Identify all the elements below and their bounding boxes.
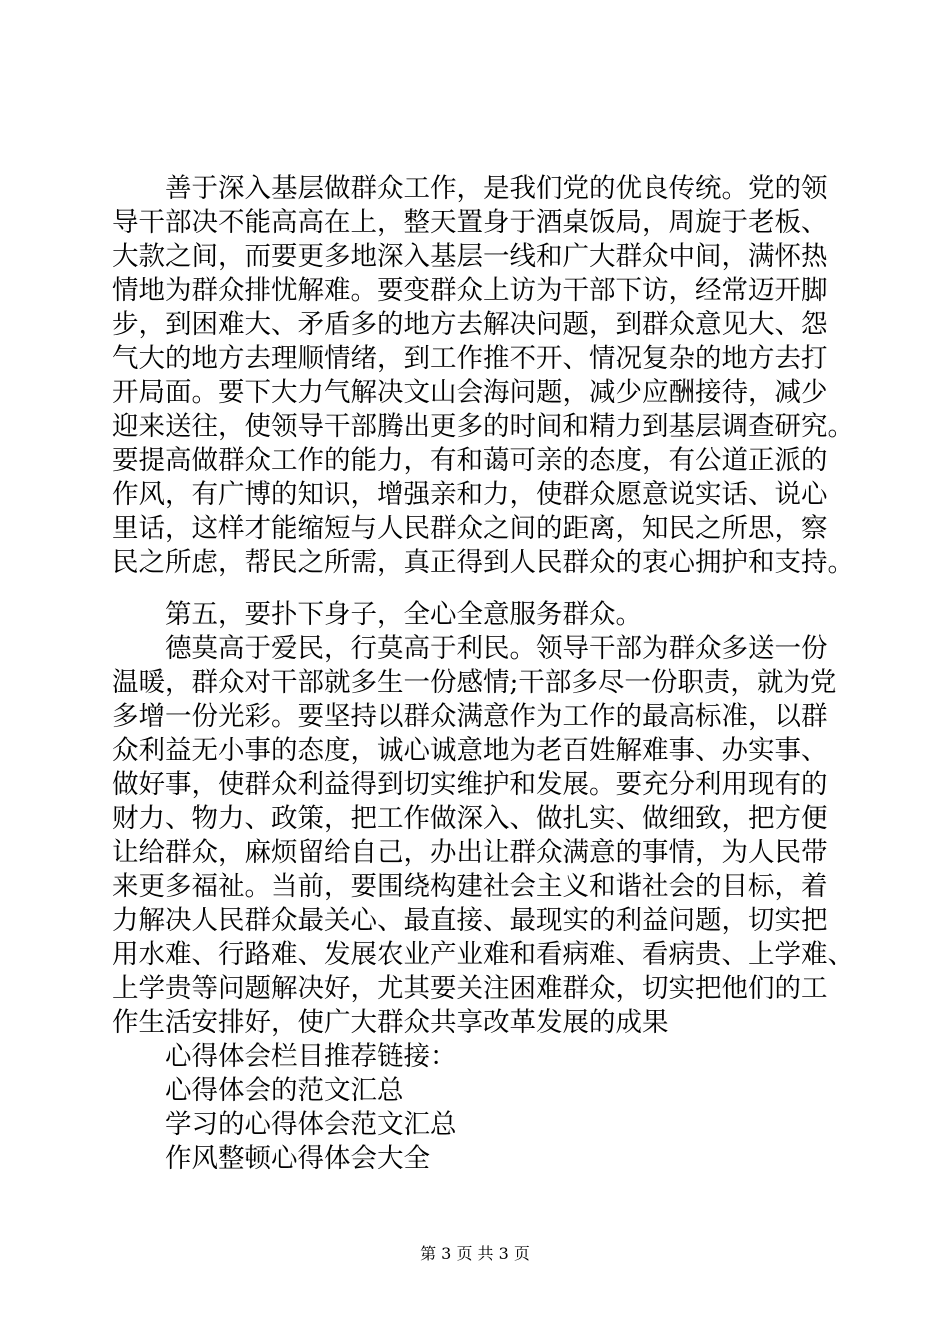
text-line: 迎来送往，使领导干部腾出更多的时间和精力到基层调查研究。 bbox=[112, 411, 854, 442]
text-line: 德莫高于爱民，行莫高于利民。领导干部为群众多送一份 bbox=[112, 633, 828, 664]
text-line: 作生活安排好，使广大群众共享改革发展的成果 bbox=[112, 1007, 669, 1038]
text-line: 多增一份光彩。要坚持以群众满意作为工作的最高标准，以群 bbox=[112, 701, 828, 732]
text-line: 气大的地方去理顺情绪，到工作推不开、情况复杂的地方去打 bbox=[112, 343, 828, 374]
text-line: 民之所虑，帮民之所需，真正得到人民群众的衷心拥护和支持。 bbox=[112, 547, 854, 578]
text-line: 做好事，使群众利益得到切实维护和发展。要充分利用现有的 bbox=[112, 769, 828, 800]
recommended-link[interactable]: 心得体会的范文汇总 bbox=[112, 1075, 404, 1106]
text-line: 温暖，群众对干部就多生一份感情;干部多尽一份职责，就为党 bbox=[112, 667, 837, 698]
text-line: 步，到困难大、矛盾多的地方去解决问题，到群众意见大、怨 bbox=[112, 309, 828, 340]
text-line: 来更多福祉。当前，要围绕构建社会主义和谐社会的目标，着 bbox=[112, 871, 828, 902]
text-line: 开局面。要下大力气解决文山会海问题，减少应酬接待，减少 bbox=[112, 377, 828, 408]
text-line: 财力、物力、政策，把工作做深入、做扎实、做细致，把方便 bbox=[112, 803, 828, 834]
section-heading: 第五，要扑下身子，全心全意服务群众。 bbox=[112, 599, 642, 630]
text-line: 力解决人民群众最关心、最直接、最现实的利益问题，切实把 bbox=[112, 905, 828, 936]
text-line: 导干部决不能高高在上，整天置身于酒桌饭局，周旋于老板、 bbox=[112, 207, 828, 238]
text-line: 作风，有广博的知识，增强亲和力，使群众愿意说实话、说心 bbox=[112, 479, 828, 510]
text-line: 上学贵等问题解决好，尤其要关注困难群众，切实把他们的工 bbox=[112, 973, 828, 1004]
text-line: 里话，这样才能缩短与人民群众之间的距离，知民之所思，察 bbox=[112, 513, 828, 544]
text-line: 众利益无小事的态度，诚心诚意地为老百姓解难事、办实事、 bbox=[112, 735, 828, 766]
recommended-link[interactable]: 作风整顿心得体会大全 bbox=[112, 1143, 430, 1174]
text-line: 善于深入基层做群众工作，是我们党的优良传统。党的领 bbox=[112, 173, 828, 204]
text-line: 要提高做群众工作的能力，有和蔼可亲的态度，有公道正派的 bbox=[112, 445, 828, 476]
text-line: 情地为群众排忧解难。要变群众上访为干部下访，经常迈开脚 bbox=[112, 275, 828, 306]
text-line: 让给群众，麻烦留给自己，办出让群众满意的事情，为人民带 bbox=[112, 837, 828, 868]
page-footer: 第 3 页 共 3 页 bbox=[420, 1244, 530, 1263]
text-line: 大款之间，而要更多地深入基层一线和广大群众中间，满怀热 bbox=[112, 241, 828, 272]
text-line: 用水难、行路难、发展农业产业难和看病难、看病贵、上学难、 bbox=[112, 939, 854, 970]
recommended-link[interactable]: 学习的心得体会范文汇总 bbox=[112, 1109, 457, 1140]
links-title: 心得体会栏目推荐链接： bbox=[112, 1041, 457, 1072]
